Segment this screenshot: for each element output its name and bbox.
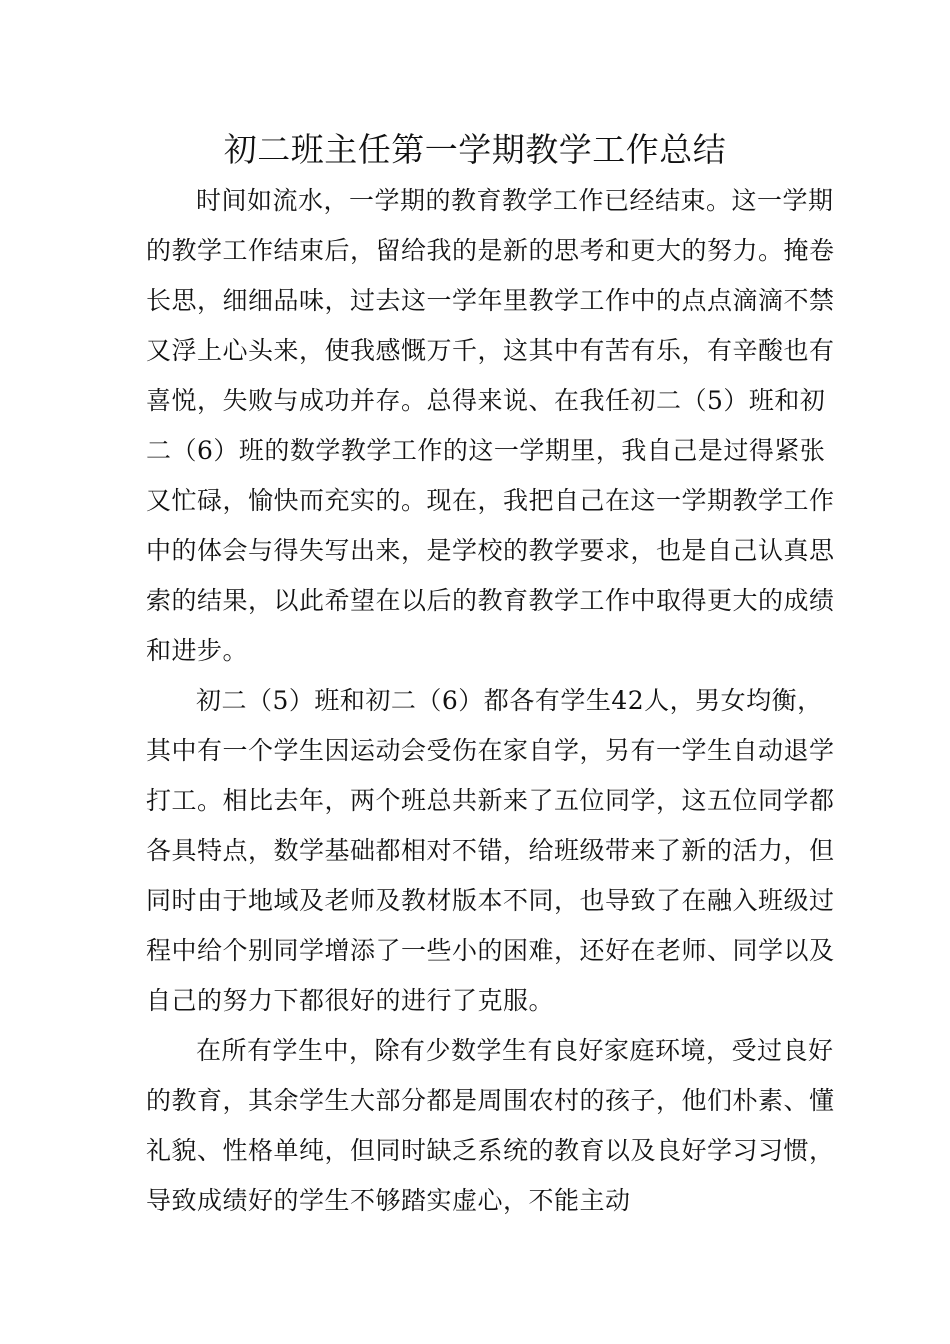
paragraph-2: 初二（5）班和初二（6）都各有学生42人，男女均衡，其中有一个学生因运动会受伤在家自学，另有一学生自动退学打工。相比去年，两个班总共新来了五位同学，这五位同学都各具特点，数学基础都相对不错，给班级带来了新的活力，但同时由于地域及老师及教材版本不同，也导致了在融入班级过程中给个别同学增添了一些小的困难，还好在老师、同学以及自己的努力下都很好的进行了克服。 [146, 686, 835, 1015]
document-title: 初二班主任第一学期教学工作总结 [223, 130, 727, 169]
document-body [146, 176, 836, 1226]
paragraph-3: 在所有学生中，除有少数学生有良好家庭环境，受过良好的教育，其余学生大部分都是周围农村的孩子，他们朴素、懂礼貌、性格单纯，但同时缺乏系统的教育以及良好学习习惯，导致成绩好的学生不够踏实虚心，不能主动 [146, 1036, 835, 1215]
paragraph-1: 时间如流水，一学期的教育教学工作已经结束。这一学期的教学工作结束后，留给我的是新的思考和更大的努力。掩卷长思，细细品味，过去这一学年里教学工作中的点点滴滴不禁又浮上心头来，使我感慨万千，这其中有苦有乐，有辛酸也有喜悦，失败与成功并存。总得来说、在我任初二（5）班和初二（6）班的数学教学工作的这一学期里，我自己是过得紧张又忙碌，愉快而充实的。现在，我把自己在这一学期教学工作中的体会与得失写出来，是学校的教学要求，也是自己认真思索的结果，以此希望在以后的教育教学工作中取得更大的成绩和进步。 [146, 186, 835, 665]
